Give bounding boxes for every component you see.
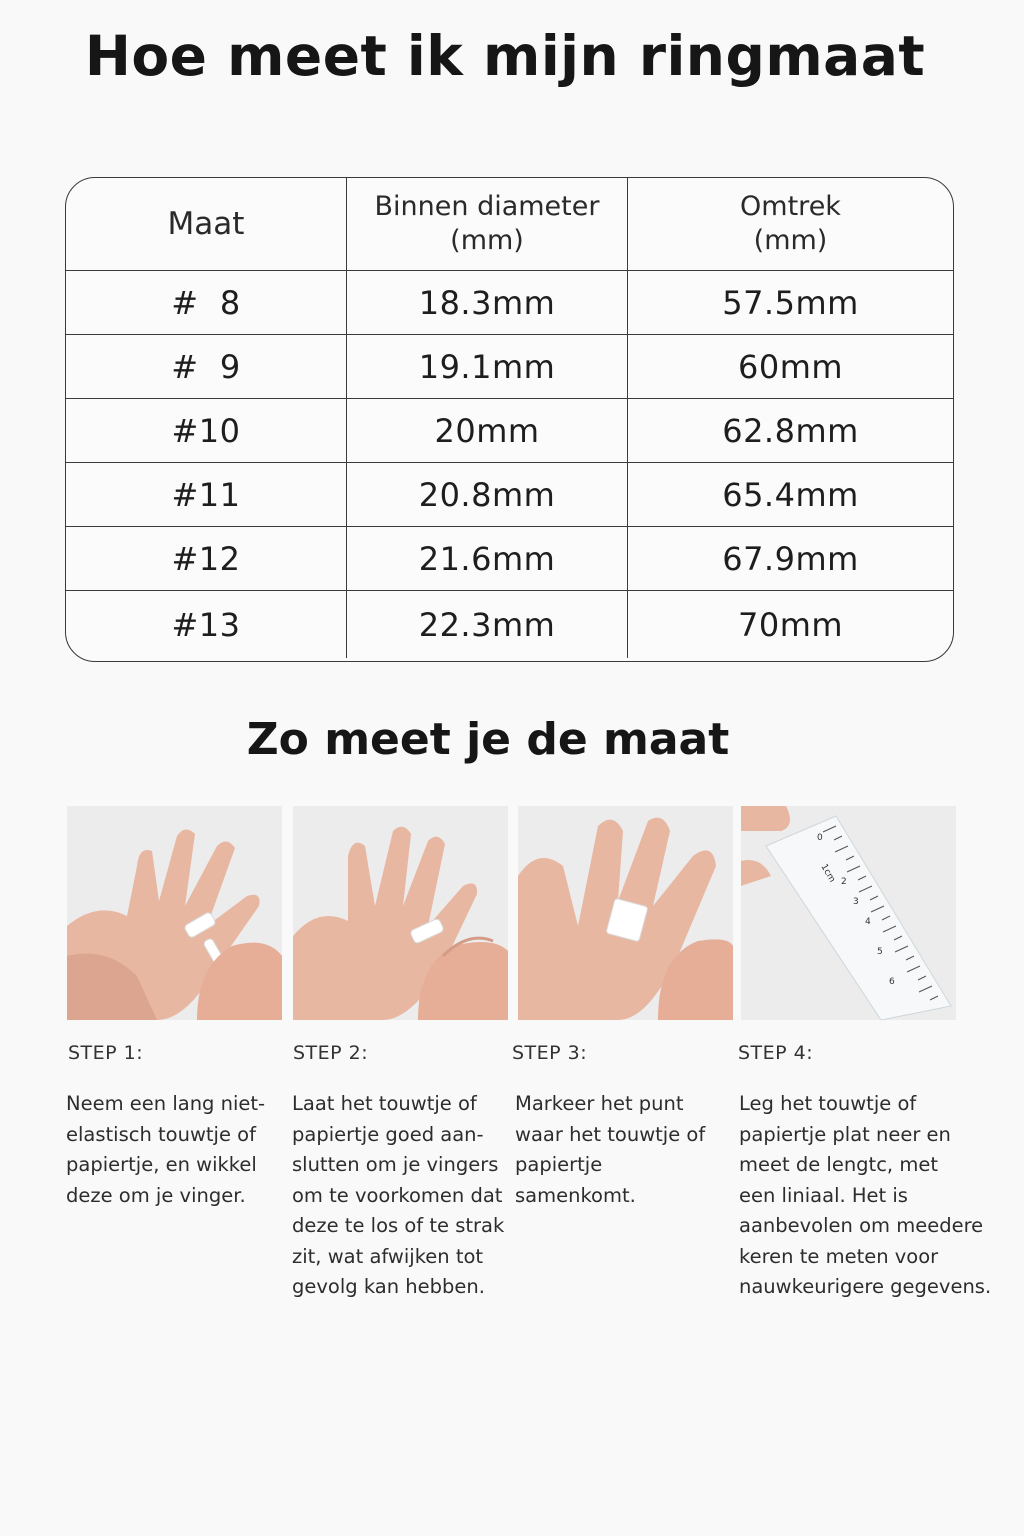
step-4-label: STEP 4: xyxy=(738,1042,814,1064)
header-circumference-unit: (mm) xyxy=(753,225,828,256)
ruler-number: 6 xyxy=(889,977,895,987)
hand-marking-illustration xyxy=(518,806,733,1020)
step-text-line: zit, wat afwijken tot xyxy=(292,1244,484,1268)
step-text-line: papiertje goed aan- xyxy=(292,1122,484,1146)
step-text-line: om te voorkomen dat xyxy=(292,1183,503,1207)
ruler-measuring-photo xyxy=(741,806,956,1020)
ruler-number: 3 xyxy=(853,897,859,907)
hand-wrapping-strip-photo xyxy=(67,806,282,1020)
ring-size-table xyxy=(65,177,954,662)
step-text-line: papiertje plat neer en xyxy=(739,1122,951,1146)
step-text-line: samenkomt. xyxy=(515,1183,636,1207)
step-2-label: STEP 2: xyxy=(293,1042,369,1064)
ruler-unit-label: 1cm xyxy=(818,862,837,885)
step-2-description xyxy=(292,1089,512,1303)
step-4-description xyxy=(739,1089,1019,1303)
step-3-label: STEP 3: xyxy=(512,1042,588,1064)
step-text-line: elastisch touwtje of xyxy=(66,1122,256,1146)
diameter-cell: 21.6mm xyxy=(347,527,628,590)
step-1-label: STEP 1: xyxy=(68,1042,144,1064)
step-text-line: meet de lengtc, met xyxy=(739,1153,938,1176)
step-text-line: slutten om je vingers xyxy=(292,1153,499,1176)
circumference-cell: 60mm xyxy=(737,347,844,386)
ruler-number: 2 xyxy=(841,877,847,887)
step-text-line: papiertje, en wikkel xyxy=(66,1153,257,1176)
table-row xyxy=(66,463,953,527)
diameter-cell: 22.3mm xyxy=(347,591,628,658)
circumference-cell: 70mm xyxy=(737,605,844,644)
table-row xyxy=(66,399,953,463)
step-text-line: nauwkeurigere gegevens. xyxy=(739,1275,992,1298)
circumference-cell: 57.5mm xyxy=(722,283,859,322)
hand-tightening-illustration xyxy=(293,806,508,1020)
step-1-description xyxy=(66,1089,286,1211)
size-cell: # 9 xyxy=(66,335,347,398)
step-text-line: deze te los of te strak xyxy=(292,1214,505,1237)
size-cell: #11 xyxy=(66,463,347,526)
ruler-number: 5 xyxy=(877,947,883,957)
table-row xyxy=(66,527,953,591)
size-cell: # 8 xyxy=(66,271,347,334)
hand-wrapping-illustration xyxy=(67,806,282,1020)
table-header-row xyxy=(66,178,953,271)
step-text-line: Neem een lang niet- xyxy=(66,1092,266,1115)
header-diameter-unit: (mm) xyxy=(450,225,524,256)
step-text-line: aanbevolen om meedere xyxy=(739,1214,984,1237)
step-text-line: papiertje xyxy=(515,1153,603,1176)
header-diameter xyxy=(347,178,628,270)
ruler-illustration xyxy=(741,806,956,1020)
step-text-line: Laat het touwtje of xyxy=(292,1092,477,1115)
header-diameter-label: Binnen diameter xyxy=(374,191,600,222)
ruler-number: 0 xyxy=(817,833,823,843)
size-cell: #10 xyxy=(66,399,347,462)
header-circumference xyxy=(628,178,953,270)
diameter-cell: 19.1mm xyxy=(347,335,628,398)
step-text-line: keren te meten voor xyxy=(739,1244,939,1268)
step-text-line: Markeer het punt xyxy=(515,1092,684,1115)
ruler-number: 4 xyxy=(865,917,871,927)
size-cell: #12 xyxy=(66,527,347,590)
table-row xyxy=(66,591,953,658)
header-circumference-label: Omtrek xyxy=(740,191,841,222)
page-title: Hoe meet ik mijn ringmaat xyxy=(84,24,926,88)
circumference-cell: 65.4mm xyxy=(722,475,859,514)
section-title: Zo meet je de maat xyxy=(246,714,730,765)
circumference-cell: 62.8mm xyxy=(722,411,859,450)
header-size: Maat xyxy=(66,178,347,270)
step-text-line: gevolg kan hebben. xyxy=(292,1275,485,1298)
step-text-line: deze om je vinger. xyxy=(66,1183,246,1207)
step-text-line: waar het touwtje of xyxy=(515,1122,706,1146)
diameter-cell: 20mm xyxy=(347,399,628,462)
table-row xyxy=(66,335,953,399)
diameter-cell: 18.3mm xyxy=(347,271,628,334)
hand-marking-strip-photo xyxy=(518,806,733,1020)
size-cell: #13 xyxy=(66,591,347,658)
step-text-line: Leg het touwtje of xyxy=(739,1092,917,1115)
diameter-cell: 20.8mm xyxy=(347,463,628,526)
circumference-cell: 67.9mm xyxy=(722,539,859,578)
step-3-description xyxy=(515,1089,730,1211)
table-row xyxy=(66,271,953,335)
step-text-line: een liniaal. Het is xyxy=(739,1183,908,1207)
hand-tightening-strip-photo xyxy=(293,806,508,1020)
